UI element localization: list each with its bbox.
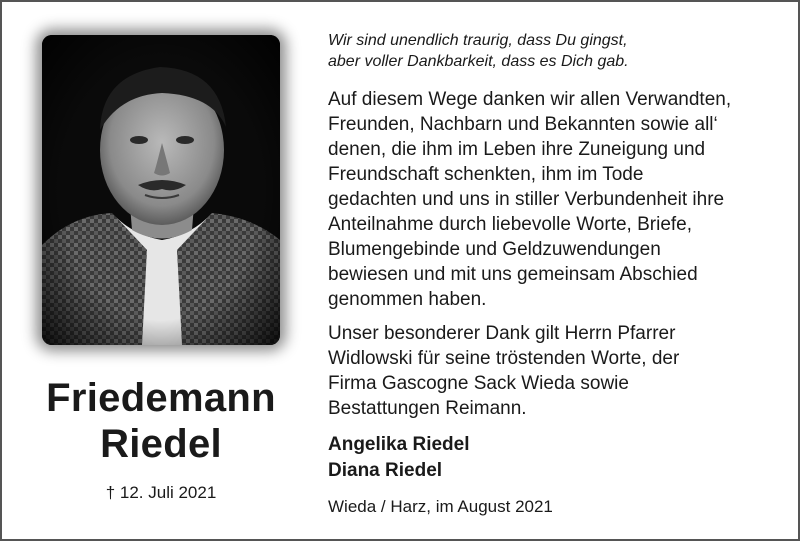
motto-line: Wir sind unendlich traurig, dass Du gingst, [328,32,628,49]
motto-line: aber voller Dankbarkeit, dass es Dich gab. [328,53,629,70]
deceased-first-name: Friedemann [46,376,276,420]
text-line: Firma Gascogne Sack Wieda sowie [328,373,629,394]
text-line: Anteilnahme durch liebevolle Worte, Briefe, [328,214,693,235]
death-date: † 12. Juli 2021 [105,483,217,502]
left-column [2,2,314,539]
place-and-date: Wieda / Harz, im August 2021 [328,497,553,516]
deceased-last-name: Riedel [100,422,222,466]
signature-name: Angelika Riedel [328,434,470,455]
right-column [328,30,790,518]
text-line: Widlowski für seine tröstenden Worte, der [328,348,680,369]
motto [328,30,790,72]
text-line: bewiesen und mit uns gemeinsam Abschied [328,264,698,285]
text-line: Blumengebinde und Geldzuwendungen [328,239,661,260]
thanks-paragraph-1 [328,87,790,312]
text-line: Freunden, Nachbarn und Bekannten sowie all‘ [328,114,718,135]
text-line: genommen haben. [328,289,487,310]
text-line: Auf diesem Wege danken wir allen Verwandten, [328,89,732,110]
text-line: denen, die ihm im Leben ihre Zuneigung und [328,139,706,160]
text-line: gedachten und uns in stiller Verbundenheit ihre [328,189,725,210]
text-line: Bestattungen Reimann. [328,398,527,419]
portrait-photo [42,35,280,345]
thanks-paragraph-2 [328,321,790,421]
signatures [328,432,790,484]
signature-name: Diana Riedel [328,460,443,481]
text-line: Freundschaft schenkten, ihm im Tode [328,164,644,185]
text-line: Unser besonderer Dank gilt Herrn Pfarrer [328,323,676,344]
